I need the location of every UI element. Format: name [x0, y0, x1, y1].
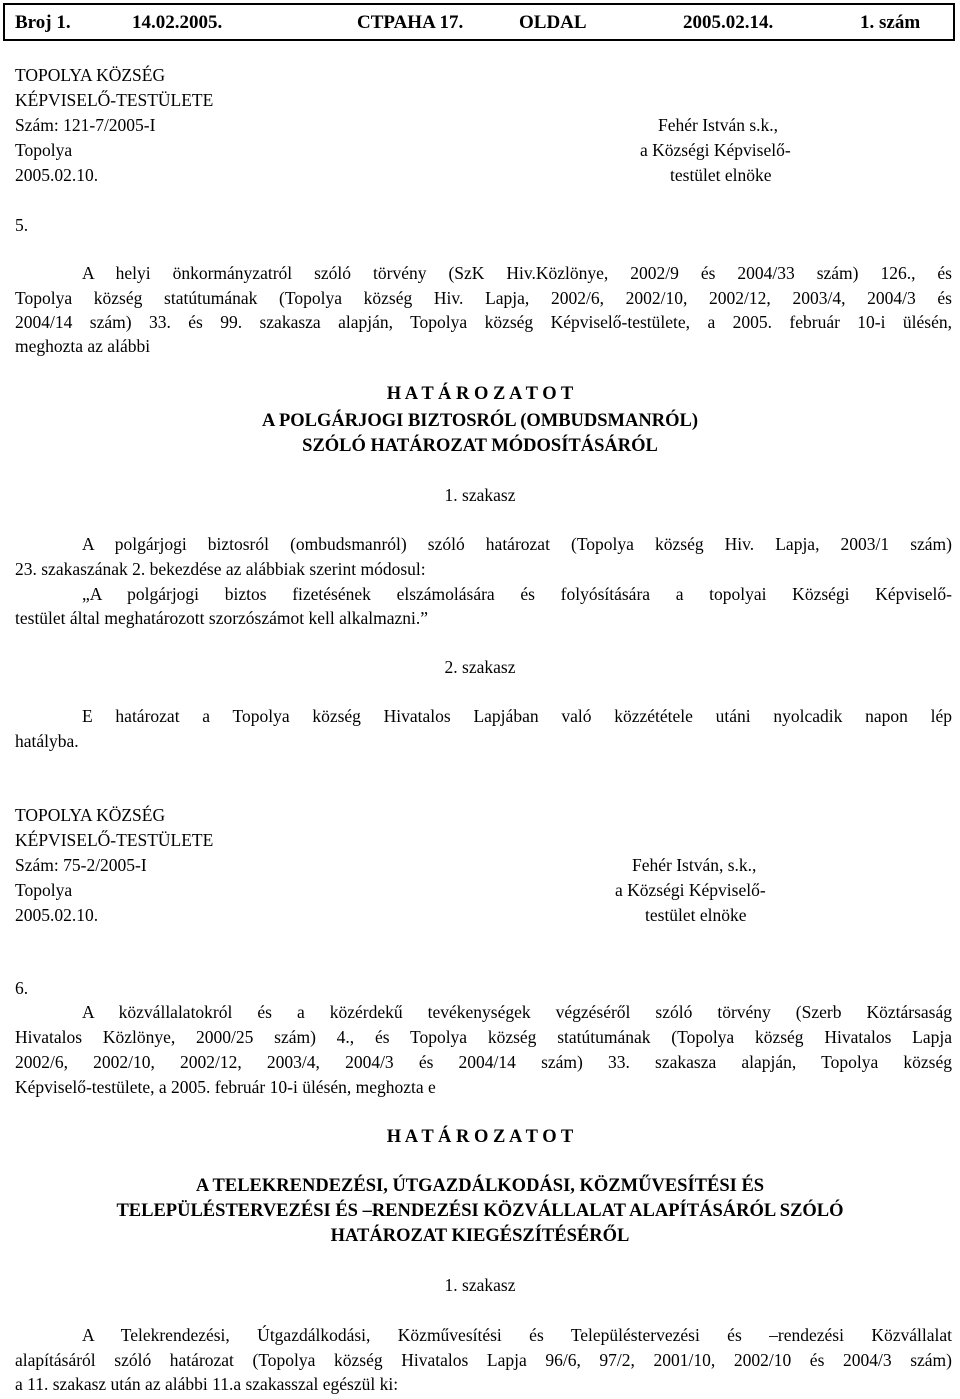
signer-role: a Községi Képviselő-: [640, 140, 791, 160]
section-number: 6.: [15, 978, 29, 998]
issue-date-hungarian: 2005.02.14.: [683, 12, 774, 33]
doc-place: Topolya: [15, 880, 73, 900]
org-name: TOPOLYA KÖZSÉG: [15, 65, 166, 85]
section-number: 5.: [15, 215, 29, 235]
preamble-line: Képviselő-testülete, a 2005. február 10-i ülésén, meghozta e: [15, 1077, 436, 1097]
signer-name: Fehér István s.k.,: [658, 115, 779, 135]
preamble-line: A helyi önkormányzatról szóló törvény (SzK Hiv.Közlönye, 2002/9 és 2004/33 szám) 126., és: [82, 263, 952, 283]
doc-date: 2005.02.10.: [15, 905, 99, 925]
article-text: a 11. szakasz után az alábbi 11.a szakasszal egészül ki:: [15, 1374, 399, 1394]
decision-title: SZÓLÓ HATÁROZAT MÓDOSÍTÁSÁRÓL: [302, 436, 658, 456]
doc-number: Szám: 75-2/2005-I: [15, 855, 147, 875]
article-text: E határozat a Topolya község Hivatalos Lapjában való közzététele utáni nyolcadik napon lép: [82, 706, 952, 726]
preamble-line: 2002/6, 2002/10, 2002/12, 2003/4, 2004/3 és 2004/14 szám) 33. szakasza alapján, Topolya község: [15, 1052, 952, 1072]
page-label-hungarian: OLDAL: [519, 12, 587, 33]
article-text: A Telekrendezési, Útgazdálkodási, Közművesítési és Településtervezési és –rendezési Közvállalat: [82, 1325, 952, 1345]
doc-date: 2005.02.10.: [15, 165, 99, 185]
preamble-line: meghozta az alábbi: [15, 336, 151, 356]
page-header: [3, 3, 955, 41]
preamble-line: 2004/14 szám) 33. és 99. szakasza alapján, Topolya község Képviselő-testülete, a 2005. február 10-i ülésén,: [15, 312, 952, 332]
signer-name: Fehér István, s.k.,: [632, 855, 757, 875]
signer-role-cont: testület elnöke: [670, 165, 772, 185]
article-text: A polgárjogi biztosról (ombudsmanról) szóló határozat (Topolya község Hiv. Lapja, 2003/1 szám): [82, 534, 952, 554]
issue-number: 1. szám: [860, 12, 921, 33]
issue-label: Broj 1.: [15, 12, 71, 33]
decision-heading: H A T Á R O Z A T O T: [386, 1127, 574, 1147]
article-text: hatályba.: [15, 731, 79, 751]
org-body: KÉPVISELŐ-TESTÜLETE: [15, 830, 214, 850]
decision-title: A TELEKRENDEZÉSI, ÚTGAZDÁLKODÁSI, KÖZMŰVESÍTÉSI ÉS: [195, 1176, 765, 1196]
org-body: KÉPVISELŐ-TESTÜLETE: [15, 90, 214, 110]
article-text: 23. szakaszának 2. bekezdése az alábbiak szerint módosul:: [15, 559, 426, 579]
article-number: 2. szakasz: [444, 657, 516, 677]
preamble-line: Hivatalos Közlönye, 2000/25 szám) 4., és Topolya község statútumának (Topolya község Hivatalos Lapja: [15, 1027, 952, 1047]
issue-date-serbian: 14.02.2005.: [132, 12, 223, 33]
article-text: testület által meghatározott szorzószámot kell alkalmazni.”: [15, 608, 429, 628]
page-label-serbian: CTPAHA 17.: [357, 12, 464, 33]
decision-title: TELEPÜLÉSTERVEZÉSI ÉS –RENDEZÉSI KÖZVÁLLALAT ALAPÍTÁSÁRÓL SZÓLÓ: [116, 1201, 844, 1221]
preamble-line: A közvállalatokról és a közérdekű tevékenységek végzéséről szóló törvény (Szerb Köztársaság: [82, 1002, 952, 1022]
signer-role-cont: testület elnöke: [645, 905, 747, 925]
preamble-line: Topolya község statútumának (Topolya község Hiv. Lapja, 2002/6, 2002/10, 2002/12, 2003/4, 2004/3 és: [15, 288, 952, 308]
decision-heading: H A T Á R O Z A T O T: [386, 384, 574, 404]
org-name: TOPOLYA KÖZSÉG: [15, 805, 166, 825]
article-number: 1. szakasz: [444, 485, 516, 505]
article-number: 1. szakasz: [444, 1275, 516, 1295]
article-text: „A polgárjogi biztos fizetésének elszámolására és folyósítására a topolyai Községi Képviselő-: [82, 584, 952, 604]
decision-title: HATÁROZAT KIEGÉSZÍTÉSÉRŐL: [330, 1226, 630, 1246]
article-text: alapításáról szóló határozat (Topolya község Hivatalos Lapja 96/6, 97/2, 2001/10, 2002/10 és 2004/3 szám): [15, 1350, 952, 1370]
doc-place: Topolya: [15, 140, 73, 160]
signer-role: a Községi Képviselő-: [615, 880, 766, 900]
doc-number: Szám: 121-7/2005-I: [15, 115, 156, 135]
decision-title: A POLGÁRJOGI BIZTOSRÓL (OMBUDSMANRÓL): [261, 411, 698, 431]
